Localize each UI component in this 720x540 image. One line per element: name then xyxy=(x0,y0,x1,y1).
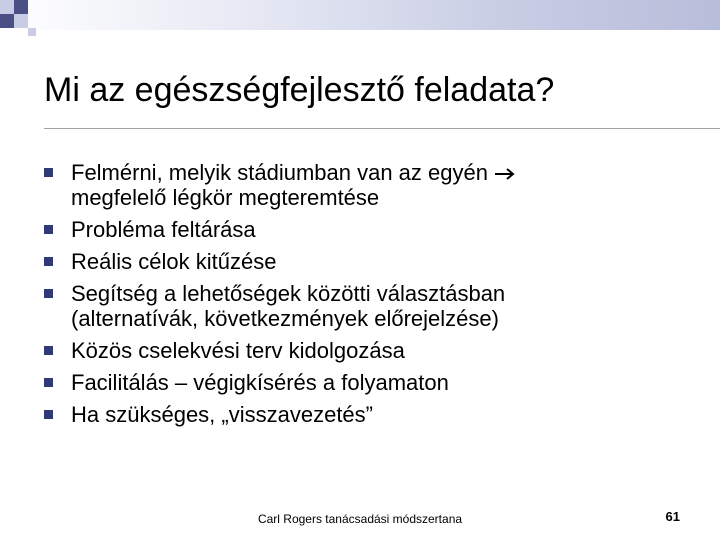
header-gradient-bar xyxy=(0,0,720,30)
bullet-text: Segítség a lehetőségek közötti választásban xyxy=(71,281,506,306)
square-bullet-icon xyxy=(44,257,53,266)
bullet-item xyxy=(44,160,684,210)
bullet-text: Ha szükséges, „visszavezetés” xyxy=(71,402,373,427)
square-bullet-icon xyxy=(44,346,53,355)
page-number: 61 xyxy=(665,509,680,524)
decor-square xyxy=(14,14,28,28)
square-bullet-icon xyxy=(44,168,53,177)
square-bullet-icon xyxy=(44,378,53,387)
bullet-list xyxy=(44,160,684,434)
decor-square xyxy=(0,0,14,14)
bullet-item xyxy=(44,402,684,427)
slide-footer: Carl Rogers tanácsadási módszertana xyxy=(257,512,463,526)
arrow-right-icon xyxy=(494,167,516,181)
bullet-text-continuation: megfelelő légkör megteremtése xyxy=(71,185,380,210)
bullet-text: Reális célok kitűzése xyxy=(71,249,277,274)
decor-square xyxy=(0,14,14,28)
bullet-text-continuation: (alternatívák, következmények előrejelzése) xyxy=(71,306,499,331)
square-bullet-icon xyxy=(44,410,53,419)
decor-square xyxy=(28,28,36,36)
title-divider xyxy=(44,128,720,129)
square-bullet-icon xyxy=(44,225,53,234)
bullet-item xyxy=(44,338,684,363)
slide-title: Mi az egészségfejlesztő feladata? xyxy=(44,71,555,109)
bullet-item xyxy=(44,217,684,242)
bullet-text: Facilitálás – végigkísérés a folyamaton xyxy=(71,370,449,395)
bullet-text: Közös cselekvési terv kidolgozása xyxy=(71,338,405,363)
bullet-text: Probléma feltárása xyxy=(71,217,256,242)
square-bullet-icon xyxy=(44,289,53,298)
bullet-item xyxy=(44,370,684,395)
bullet-item xyxy=(44,281,684,331)
bullet-item xyxy=(44,249,684,274)
decor-square xyxy=(14,0,28,14)
bullet-text: Felmérni, melyik stádiumban van az egyén xyxy=(71,160,488,185)
